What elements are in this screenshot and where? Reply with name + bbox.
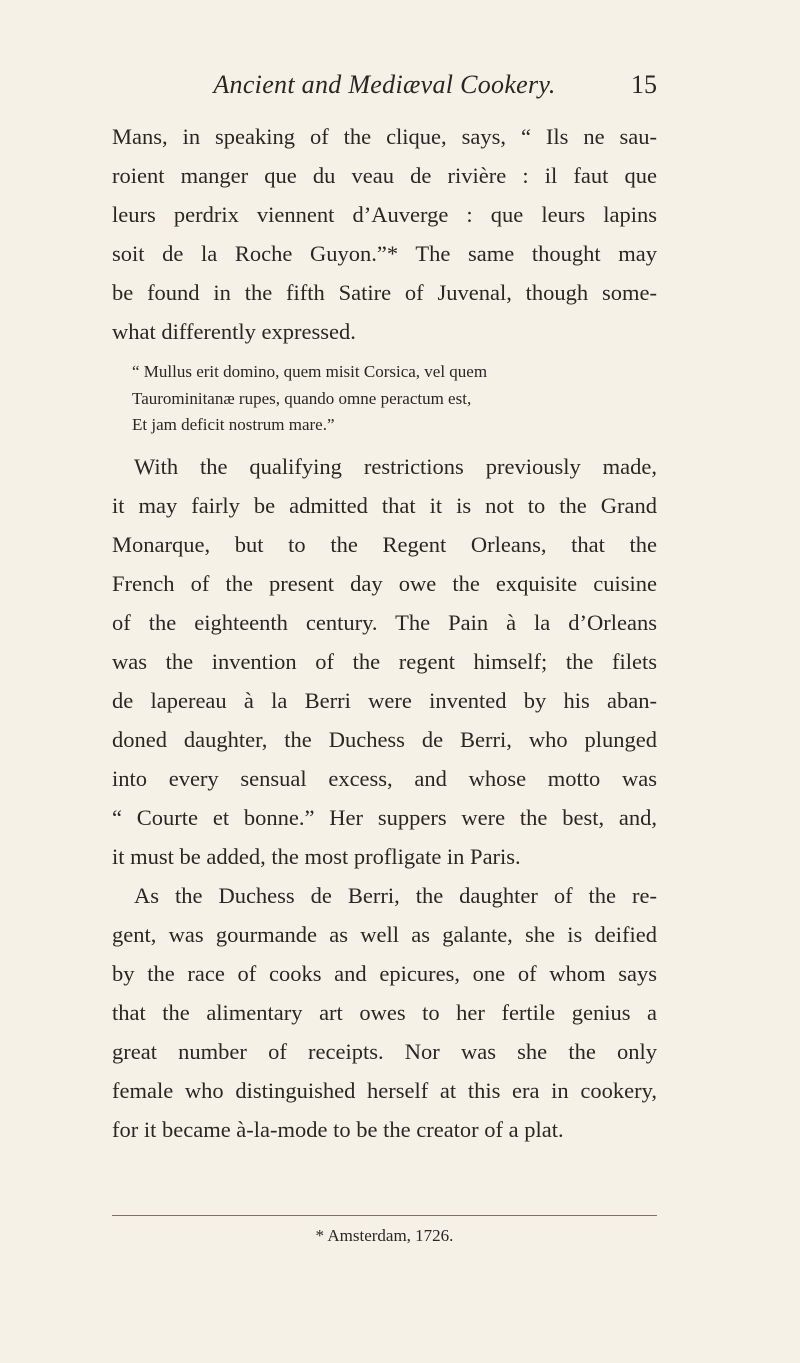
text-line: gent, was gourmande as well as galante, she is deified [112, 921, 657, 947]
text-line: As the Duchess de Berri, the daughter of the re- [134, 882, 657, 908]
text-line: leurs perdrix viennent d’Auverge : que leurs lapins [112, 202, 657, 227]
text-line: it may fairly be admitted that it is not to the Grand [112, 492, 657, 518]
page-number: 15 [631, 70, 657, 99]
text-line: by the race of cooks and epicures, one of whom says [112, 960, 657, 986]
text-line: was the invention of the regent himself; the filets [112, 648, 657, 674]
text-line: roient manger que du veau de rivière : il faut que [112, 163, 657, 188]
text-line: of the eighteenth century. The Pain à la d’Orleans [112, 609, 657, 635]
quote-line: Et jam deficit nostrum mare.” [132, 415, 335, 434]
quote-line: “ Mullus erit domino, quem misit Corsica, vel quem [132, 362, 488, 381]
paragraph-3 [112, 876, 657, 1149]
text-line: doned daughter, the Duchess de Berri, who plunged [112, 726, 657, 752]
text-line: for it became à-la-mode to be the creator of a plat. [112, 1116, 564, 1142]
text-line: into every sensual excess, and whose motto was [112, 765, 657, 791]
footnote: * Amsterdam, 1726. [315, 1226, 454, 1245]
text-line: Mans, in speaking of the clique, says, “ Ils ne sau- [112, 124, 657, 149]
text-line: that the alimentary art owes to her fertile genius a [112, 999, 657, 1025]
page-header [112, 70, 657, 110]
text-line: female who distinguished herself at this era in cookery, [112, 1077, 657, 1103]
running-title: Ancient and Mediæval Cookery. [213, 70, 556, 99]
quote-line: Taurominitanæ rupes, quando omne peractum est, [132, 388, 472, 408]
text-line: With the qualifying restrictions previously made, [134, 453, 657, 479]
page-body [112, 117, 657, 1149]
text-line: what differently expressed. [112, 319, 356, 344]
text-line: “ Courte et bonne.” Her suppers were the best, and, [112, 804, 657, 830]
text-line: it must be added, the most profligate in Paris. [112, 843, 521, 869]
text-line: Monarque, but to the Regent Orleans, that the [112, 531, 657, 557]
paragraph-2 [112, 447, 657, 876]
text-line: soit de la Roche Guyon.”* The same thought may [112, 241, 657, 266]
latin-quote [132, 359, 657, 439]
text-line: de lapereau à la Berri were invented by his aban- [112, 687, 657, 713]
text-line: French of the present day owe the exquisite cuisine [112, 570, 657, 596]
paragraph-1 [112, 117, 657, 351]
footnote-divider [112, 1215, 657, 1216]
text-line: great number of receipts. Nor was she the only [112, 1038, 657, 1064]
text-line: be found in the fifth Satire of Juvenal, though some- [112, 280, 657, 305]
